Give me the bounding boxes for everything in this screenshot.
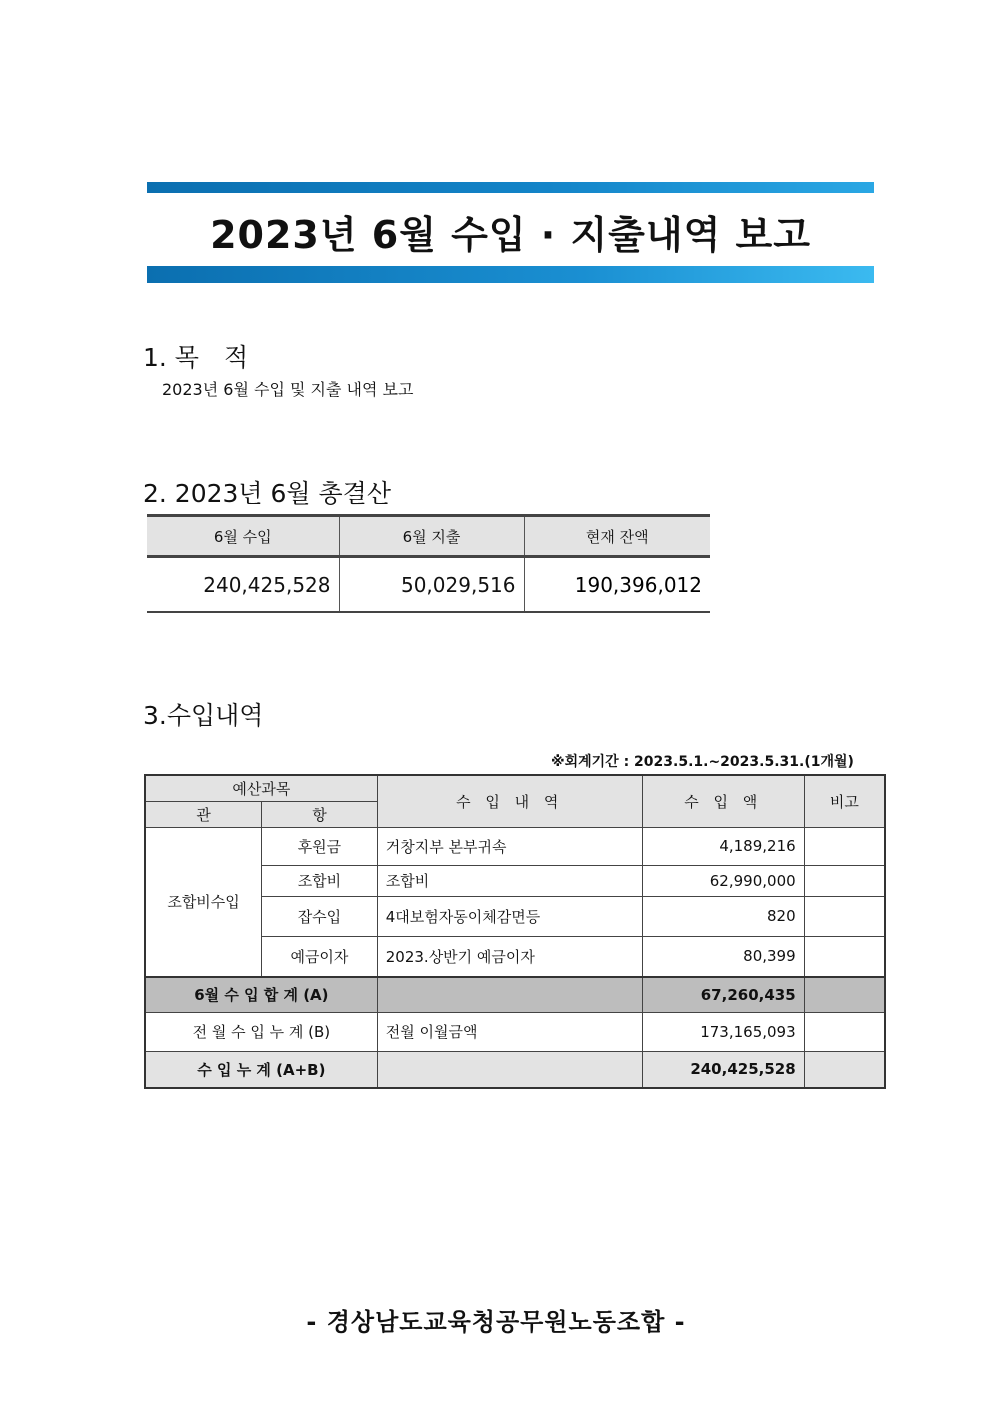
summary-header-expense: 6월 지출 — [339, 516, 524, 557]
previous-amount: 173,165,093 — [642, 1012, 804, 1051]
document-title: 2023년 6월 수입 · 지출내역 보고 — [210, 213, 811, 257]
row-hang: 잡수입 — [262, 896, 378, 936]
subtotal-note — [804, 977, 885, 1012]
header-gwan: 관 — [145, 801, 262, 827]
accounting-period: ※회계기간 : 2023.5.1.~2023.5.31.(1개월) — [551, 754, 854, 770]
row-hang: 조합비 — [262, 865, 378, 896]
total-row — [145, 1051, 885, 1088]
row-note — [804, 827, 885, 865]
summary-value-row — [147, 557, 710, 613]
header-income-detail: 수 입 내 역 — [377, 775, 642, 827]
summary-balance-value: 190,396,012 — [524, 557, 710, 613]
group-label: 조합비수입 — [145, 827, 262, 977]
row-note — [804, 865, 885, 896]
row-amount: 4,189,216 — [642, 827, 804, 865]
total-amount: 240,425,528 — [642, 1051, 804, 1088]
summary-expense-value: 50,029,516 — [339, 557, 524, 613]
row-hang: 예금이자 — [262, 936, 378, 977]
section2-heading: 2. 2023년 6월 총결산 — [143, 479, 391, 508]
total-detail — [377, 1051, 642, 1088]
previous-detail: 전월 이월금액 — [377, 1012, 642, 1051]
title-bottom-bar — [147, 266, 874, 283]
previous-note — [804, 1012, 885, 1051]
total-label: 수 입 누 계 (A+B) — [145, 1051, 377, 1088]
header-hang: 항 — [262, 801, 378, 827]
summary-income-value: 240,425,528 — [147, 557, 339, 613]
income-table — [144, 774, 886, 1089]
table-row — [145, 827, 885, 865]
title-top-bar — [147, 182, 874, 193]
subtotal-row — [145, 977, 885, 1012]
summary-table — [147, 514, 710, 613]
row-amount: 80,399 — [642, 936, 804, 977]
subtotal-label: 6월 수 입 합 계 (A) — [145, 977, 377, 1012]
total-note — [804, 1051, 885, 1088]
row-amount: 820 — [642, 896, 804, 936]
row-note — [804, 936, 885, 977]
previous-month-row — [145, 1012, 885, 1051]
header-income-amount: 수 입 액 — [642, 775, 804, 827]
previous-label: 전 월 수 입 누 계 (B) — [145, 1012, 377, 1051]
income-header-row-1 — [145, 775, 885, 801]
row-hang: 후원금 — [262, 827, 378, 865]
row-detail: 4대보험자동이체감면등 — [377, 896, 642, 936]
summary-header-income: 6월 수입 — [147, 516, 339, 557]
organization-footer: - 경상남도교육청공무원노동조합 - — [306, 1308, 686, 1336]
summary-header-balance: 현재 잔액 — [524, 516, 710, 557]
header-budget-subject: 예산과목 — [145, 775, 377, 801]
section3-heading: 3.수입내역 — [143, 701, 264, 730]
row-note — [804, 896, 885, 936]
subtotal-detail — [377, 977, 642, 1012]
row-detail: 조합비 — [377, 865, 642, 896]
section1-heading: 1. 목 적 — [143, 343, 249, 372]
row-amount: 62,990,000 — [642, 865, 804, 896]
row-detail: 2023.상반기 예금이자 — [377, 936, 642, 977]
section1-text: 2023년 6월 수입 및 지출 내역 보고 — [162, 380, 414, 399]
header-note: 비고 — [804, 775, 885, 827]
summary-header-row — [147, 516, 710, 557]
row-detail: 거창지부 본부귀속 — [377, 827, 642, 865]
subtotal-amount: 67,260,435 — [642, 977, 804, 1012]
